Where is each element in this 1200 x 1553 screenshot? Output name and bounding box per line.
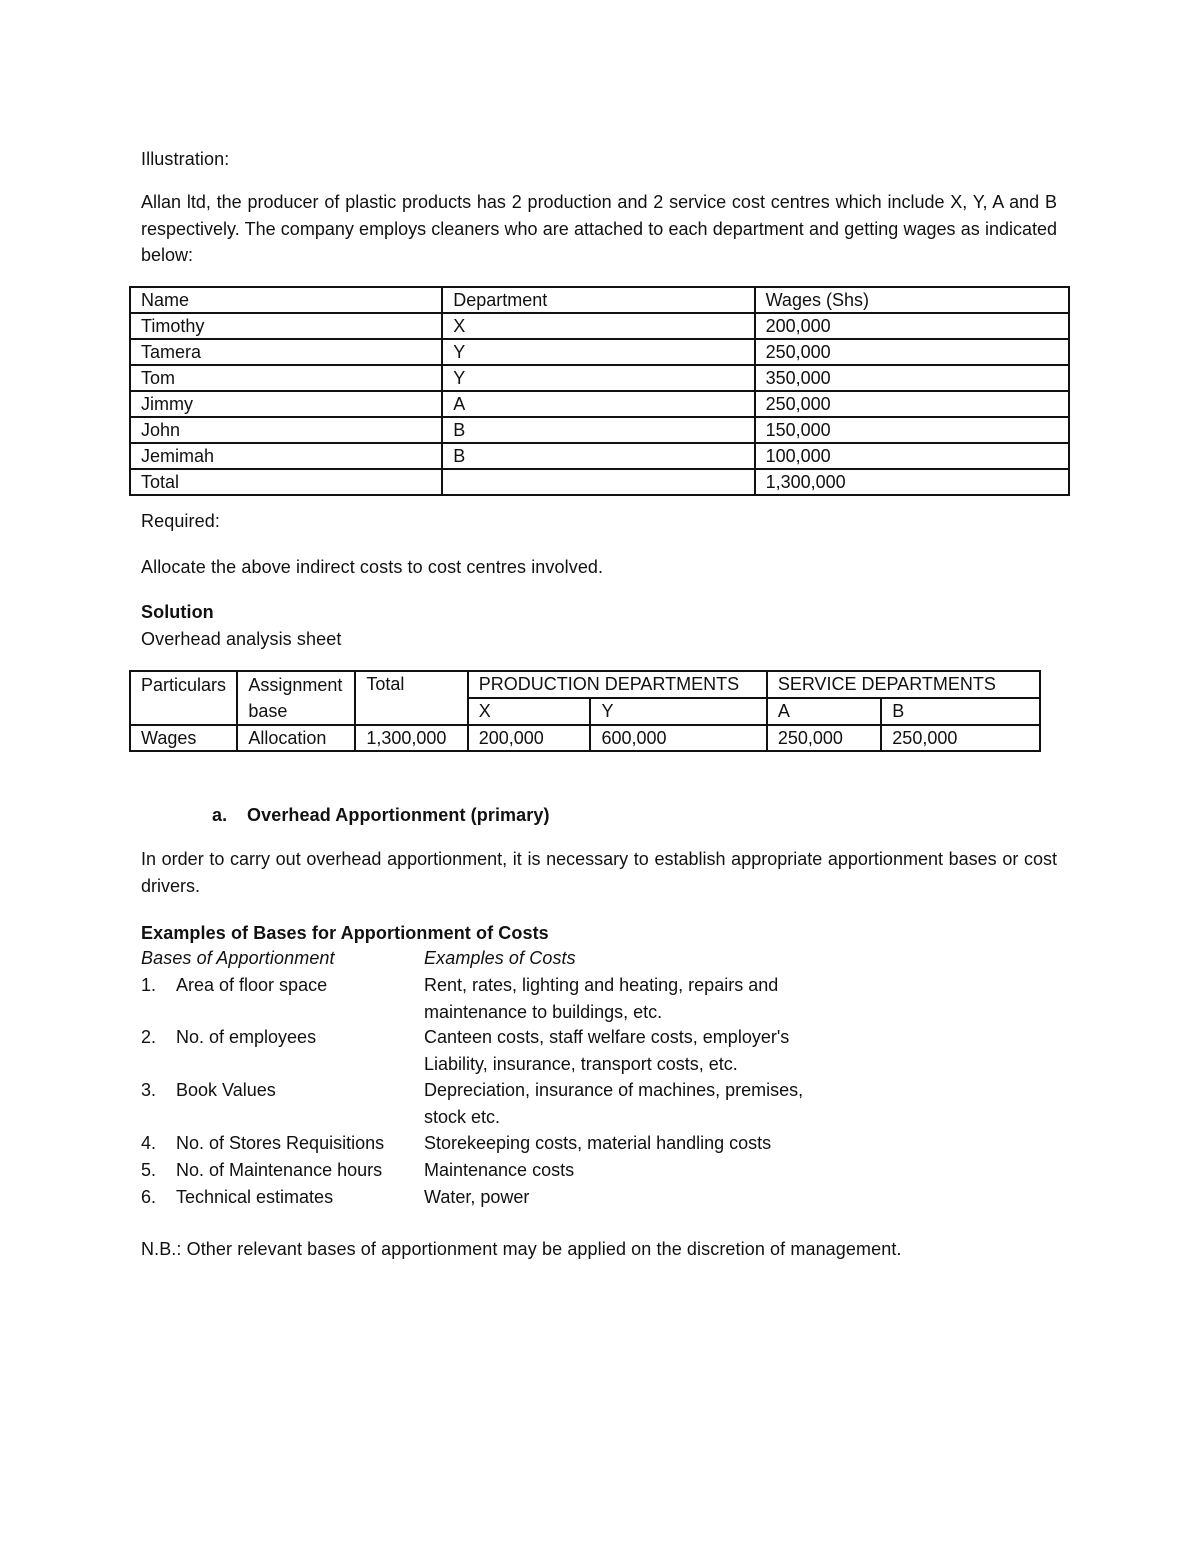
section-a-title: Overhead Apportionment (primary) <box>247 805 550 825</box>
wages-cell: 250,000 <box>755 391 1069 417</box>
required-text: Allocate the above indirect costs to cost centres involved. <box>141 557 604 577</box>
examples-heading: Examples of Bases for Apportionment of Costs <box>141 923 549 943</box>
nb-note: N.B.: Other relevant bases of apportionment may be applied on the discretion of management. <box>141 1239 902 1259</box>
assignment-base-cell: Allocation <box>237 725 355 751</box>
dept-y-header: Y <box>590 698 766 725</box>
table-row <box>130 339 1069 365</box>
total-row <box>130 469 1069 495</box>
table-row <box>130 417 1069 443</box>
wages-cell: 250,000 <box>755 339 1069 365</box>
wages-cell: 100,000 <box>755 443 1069 469</box>
name-cell: Timothy <box>130 313 442 339</box>
list-base: Technical estimates <box>176 1187 334 1207</box>
wages-cell: 1,300,000 <box>755 469 1069 495</box>
department-cell <box>442 469 754 495</box>
department-cell: B <box>442 443 754 469</box>
overhead-analysis-table <box>129 670 1041 752</box>
name-cell: Total <box>130 469 442 495</box>
header-cell: Department <box>442 287 754 313</box>
wages-cell: 200,000 <box>755 313 1069 339</box>
list-base: No. of Maintenance hours <box>176 1160 383 1180</box>
table-row <box>130 391 1069 417</box>
header-cell: Wages (Shs) <box>755 287 1069 313</box>
wages-cell: 150,000 <box>755 417 1069 443</box>
section-a-marker: a. <box>212 805 228 825</box>
total-header: Total <box>355 671 467 725</box>
list-costs: Storekeeping costs, material handling costs <box>424 1133 772 1153</box>
list-costs: Depreciation, insurance of machines, premises, stock etc. <box>424 1080 804 1127</box>
table-row <box>130 313 1069 339</box>
department-cell: Y <box>442 365 754 391</box>
table-row <box>130 725 1040 751</box>
table-header-row <box>130 287 1069 313</box>
service-departments-header: SERVICE DEPARTMENTS <box>767 671 1040 698</box>
total-cell: 1,300,000 <box>355 725 467 751</box>
name-cell: John <box>130 417 442 443</box>
table-row <box>130 443 1069 469</box>
list-base: No. of employees <box>176 1027 317 1047</box>
list-costs: Canteen costs, staff welfare costs, employer's Liability, insurance, transport costs, etc. <box>424 1027 790 1074</box>
table-header-row <box>130 671 1040 698</box>
list-costs: Water, power <box>424 1187 530 1207</box>
name-cell: Tamera <box>130 339 442 365</box>
list-base: Book Values <box>176 1080 276 1100</box>
dept-a-cell: 250,000 <box>767 725 881 751</box>
production-departments-header: PRODUCTION DEPARTMENTS <box>468 671 767 698</box>
department-cell: X <box>442 313 754 339</box>
analysis-sheet-label: Overhead analysis sheet <box>141 629 342 649</box>
list-base: No. of Stores Requisitions <box>176 1133 385 1153</box>
costs-column-label: Examples of Costs <box>424 948 576 968</box>
list-base: Area of floor space <box>176 975 328 995</box>
required-label: Required: <box>141 511 220 531</box>
name-cell: Tom <box>130 365 442 391</box>
header-cell: Name <box>130 287 442 313</box>
wages-cell: 350,000 <box>755 365 1069 391</box>
list-number: 1. <box>141 975 157 995</box>
dept-b-cell: 250,000 <box>881 725 1040 751</box>
apportionment-paragraph: In order to carry out overhead apportionment, it is necessary to establish appropriate apportionment bases or cost drivers. <box>141 849 1057 896</box>
list-number: 6. <box>141 1187 157 1207</box>
name-cell: Jimmy <box>130 391 442 417</box>
list-number: 4. <box>141 1133 157 1153</box>
list-number: 3. <box>141 1080 157 1100</box>
dept-b-header: B <box>881 698 1040 725</box>
department-cell: Y <box>442 339 754 365</box>
particulars-header: Particulars <box>130 671 237 725</box>
dept-x-header: X <box>468 698 591 725</box>
table-row <box>130 365 1069 391</box>
assignment-base-header: Assignment base <box>237 671 355 725</box>
solution-heading: Solution <box>141 602 214 622</box>
wages-table <box>129 286 1070 496</box>
department-cell: B <box>442 417 754 443</box>
illustration-label: Illustration: <box>141 149 230 169</box>
list-number: 5. <box>141 1160 157 1180</box>
bases-column-label: Bases of Apportionment <box>141 948 335 968</box>
list-number: 2. <box>141 1027 157 1047</box>
list-costs: Rent, rates, lighting and heating, repairs and maintenance to buildings, etc. <box>424 975 779 1022</box>
dept-y-cell: 600,000 <box>590 725 766 751</box>
particulars-cell: Wages <box>130 725 237 751</box>
name-cell: Jemimah <box>130 443 442 469</box>
dept-a-header: A <box>767 698 881 725</box>
dept-x-cell: 200,000 <box>468 725 591 751</box>
intro-paragraph: Allan ltd, the producer of plastic products has 2 production and 2 service cost centres which include X, Y, A and B respectively. The company employs cleaners who are attached to each department and getting wages as indicated below: <box>141 192 1057 265</box>
list-costs: Maintenance costs <box>424 1160 575 1180</box>
department-cell: A <box>442 391 754 417</box>
